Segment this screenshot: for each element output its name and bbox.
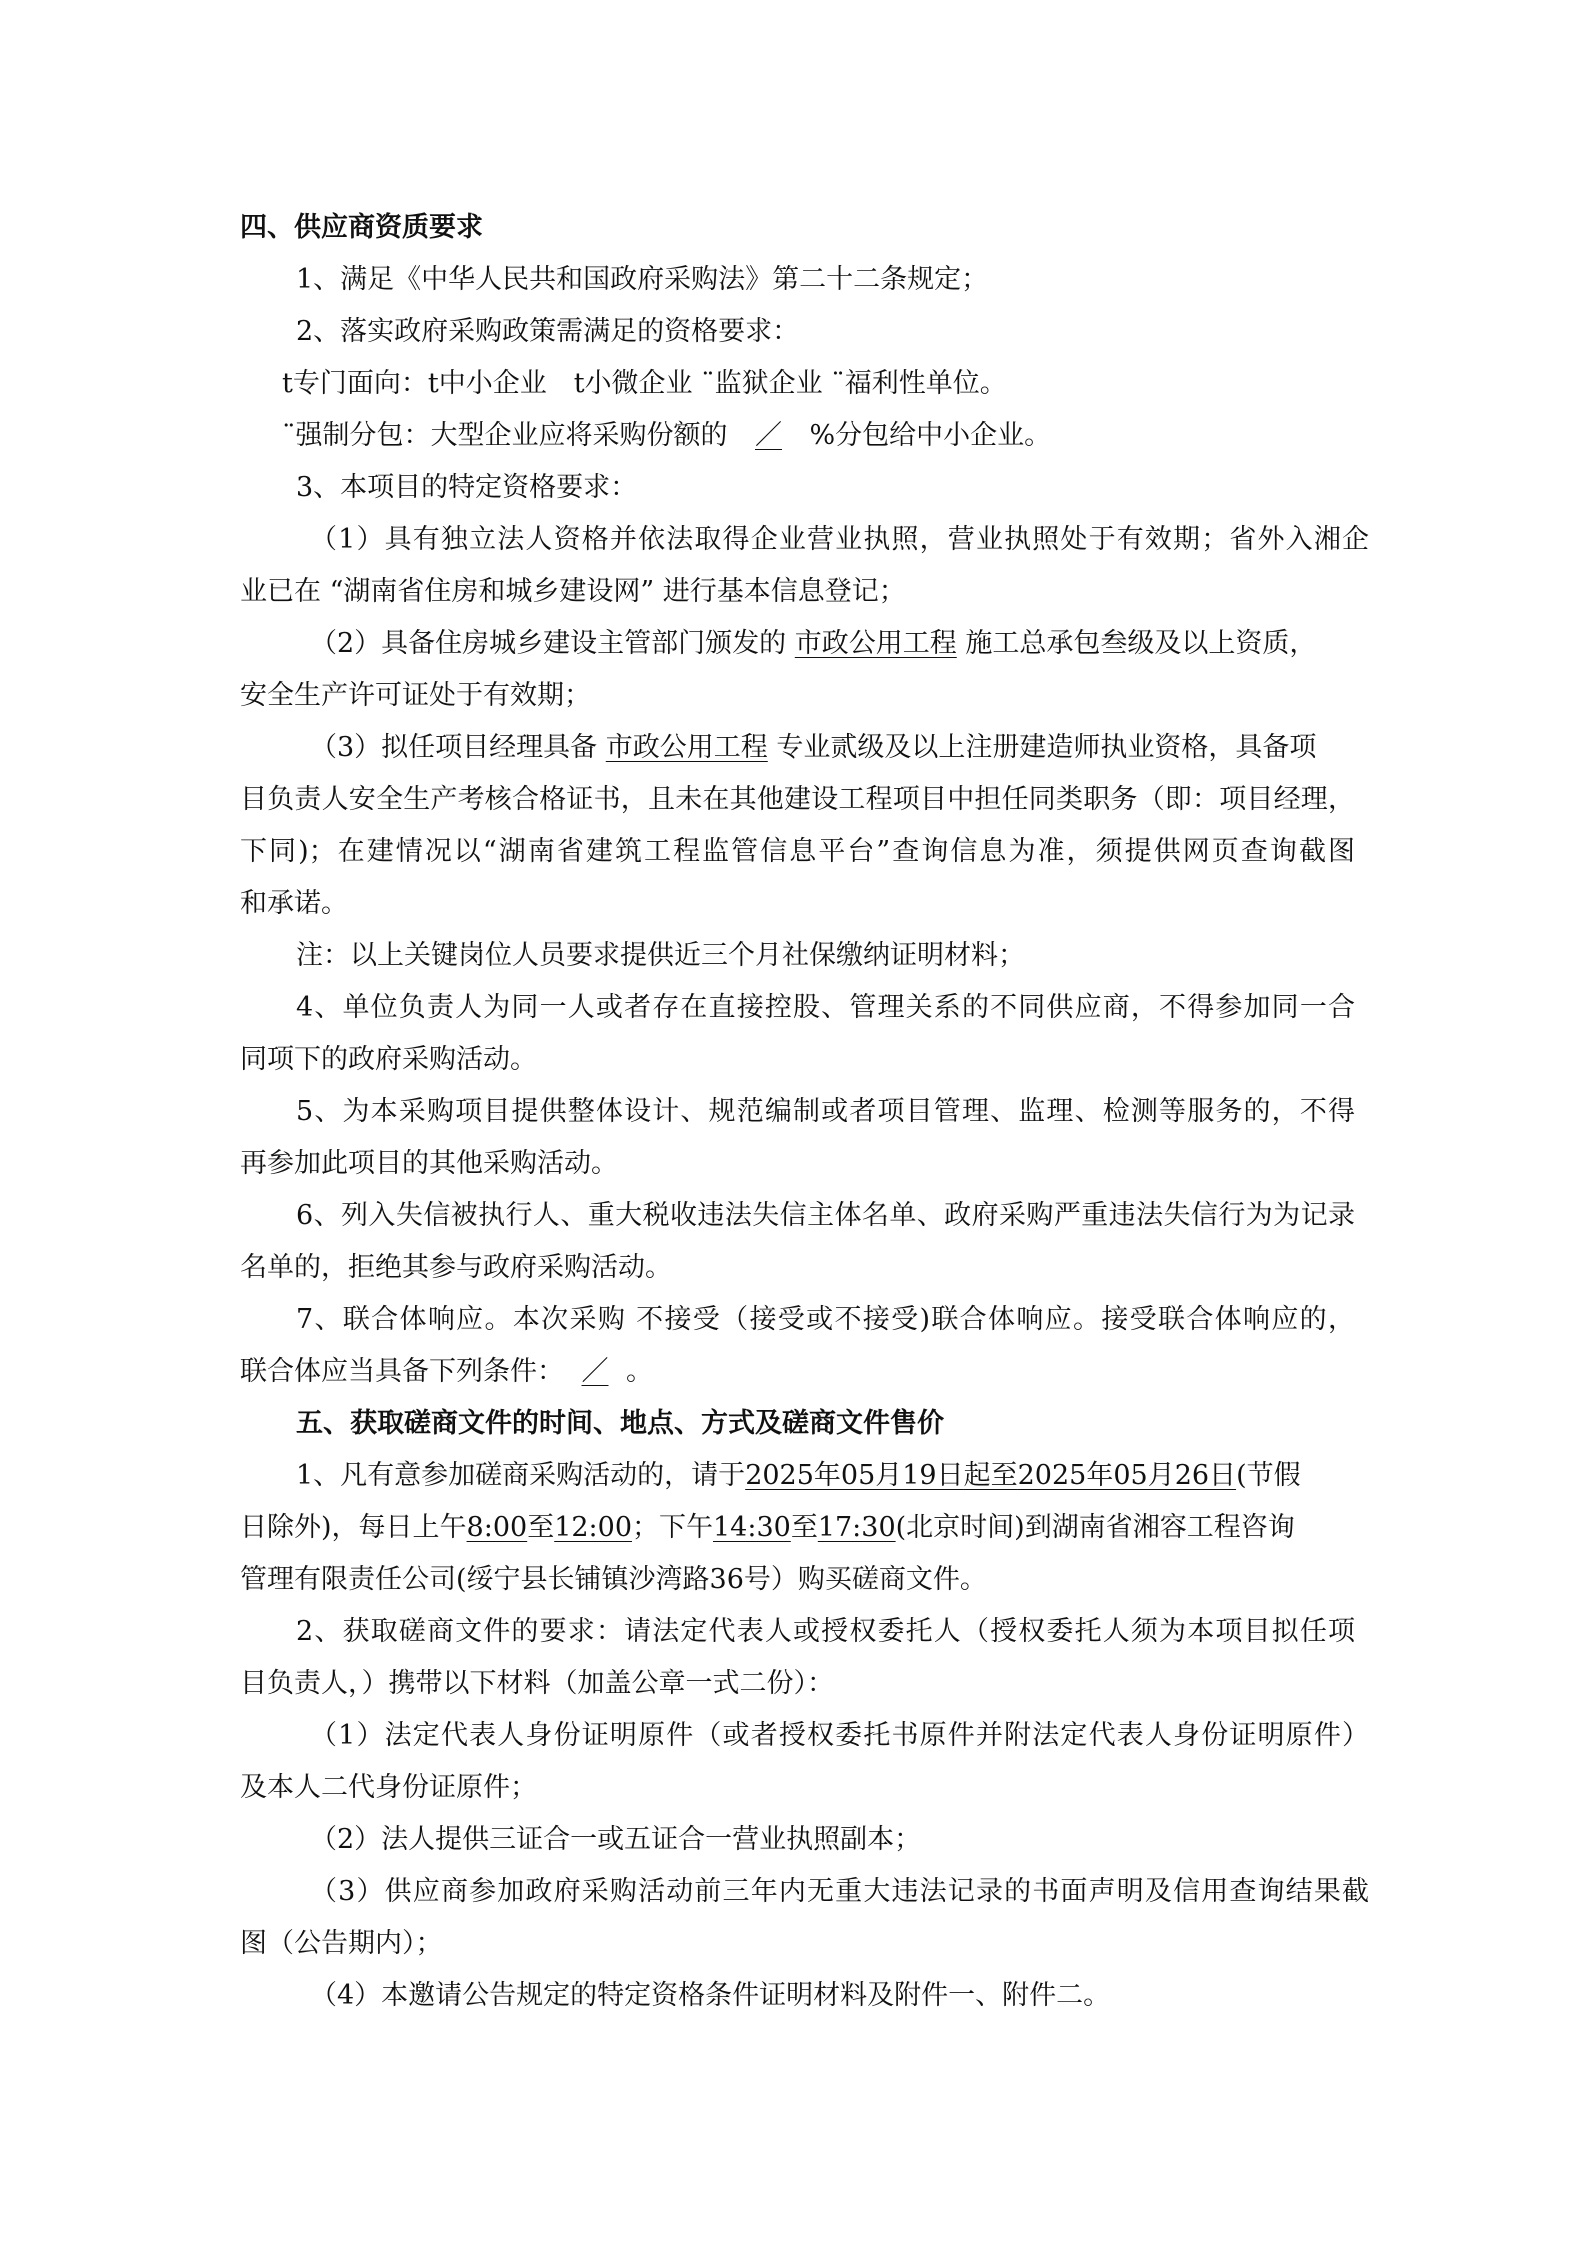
requirement-6-line1: 6、列入失信被执行人、重大税收违法失信主体名单、政府采购严重违法失信行为为记录 — [296, 1200, 1355, 1231]
requirement-5-line1: 5、为本采购项目提供整体设计、规范编制或者项目管理、监理、检测等服务的，不得 — [296, 1096, 1355, 1127]
requirement-5-line2: 再参加此项目的其他采购活动。 — [240, 1148, 618, 1179]
material-3-line2: 图（公告期内）； — [240, 1928, 443, 1959]
section-4-heading: 四、供应商资质要求 — [240, 212, 483, 243]
consortium-post: 。 — [626, 1356, 653, 1387]
material-1-line1: （1）法定代表人身份证明原件（或者授权委托书原件并附法定代表人身份证明原件） — [310, 1720, 1369, 1751]
section-5-heading: 五、获取磋商文件的时间、地点、方式及磋商文件售价 — [296, 1408, 944, 1439]
acquire-hours-post: (北京时间)到湖南省湘容工程咨询 — [895, 1512, 1295, 1543]
requirement-6-line2: 名单的，拒绝其参与政府采购活动。 — [240, 1252, 672, 1283]
req3-item1-line2: 业已在 “湖南省住房和城乡建设网” 进行基本信息登记； — [240, 576, 906, 607]
acquire-1-post: (节假 — [1236, 1460, 1301, 1491]
req3-item3-line4: 和承诺。 — [240, 888, 348, 919]
req3-item2-field: 市政公用工程 — [794, 628, 957, 659]
acquire-1-line2 — [240, 1508, 1295, 1548]
req3-item2-line2: 安全生产许可证处于有效期； — [240, 680, 591, 711]
acquire-1-line3: 管理有限责任公司(绥宁县长铺镇沙湾路36号）购买磋商文件。 — [240, 1564, 987, 1595]
req3-item2-post: 施工总承包叁级及以上资质， — [965, 628, 1317, 659]
req3-item2-line1 — [310, 624, 1316, 664]
requirement-4-line1: 4、单位负责人为同一人或者存在直接控股、管理关系的不同供应商，不得参加同一合 — [296, 992, 1355, 1023]
material-3-line1: （3）供应商参加政府采购活动前三年内无重大违法记录的书面声明及信用查询结果截 — [310, 1876, 1369, 1907]
acquire-2-line1: 2、获取磋商文件的要求：请法定代表人或授权委托人（授权委托人须为本项目拟任项 — [296, 1616, 1355, 1647]
acquire-hours-pre: 日除外)，每日上午 — [240, 1512, 467, 1543]
requirement-7-line1: 7、联合体响应。本次采购 不接受（接受或不接受)联合体响应。接受联合体响应的， — [296, 1304, 1355, 1335]
policy-options: t专门面向：t中小企业 t小微企业 ¨监狱企业 ¨福利性单位。 — [282, 368, 1007, 399]
subcontract-blank: ／ — [755, 420, 782, 451]
req3-item2-pre: （2）具备住房城乡建设主管部门颁发的 — [310, 628, 787, 659]
material-2: （2）法人提供三证合一或五证合一营业执照副本； — [310, 1824, 922, 1855]
req3-item1-line1: （1）具有独立法人资格并依法取得企业营业执照，营业执照处于有效期；省外入湘企 — [310, 524, 1369, 555]
requirement-1: 1、满足《中华人民共和国政府采购法》第二十二条规定； — [296, 264, 989, 295]
consortium-blank: ／ — [581, 1356, 609, 1387]
pm-label: ；下午 — [632, 1512, 713, 1543]
material-4: （4）本邀请公告规定的特定资格条件证明材料及附件一、附件二。 — [310, 1980, 1111, 2011]
acquire-date-start: 2025年05月19日 — [745, 1460, 964, 1491]
am-to: 至 — [527, 1512, 555, 1543]
subcontract-post: %分包给中小企业。 — [809, 420, 1052, 451]
req3-item3-line1 — [310, 728, 1316, 768]
req3-item3-field: 市政公用工程 — [605, 732, 768, 763]
consortium-pre: 联合体应当具备下列条件： — [240, 1356, 564, 1387]
note-line: 注：以上关键岗位人员要求提供近三个月社保缴纳证明材料； — [296, 940, 1025, 971]
requirement-3: 3、本项目的特定资格要求： — [296, 472, 638, 503]
req3-item3-line3: 下同)；在建情况以“湖南省建筑工程监管信息平台”查询信息为准，须提供网页查询截图 — [240, 836, 1355, 867]
acquire-date-mid: 起至 — [963, 1460, 1018, 1491]
am-start-time: 8:00 — [466, 1512, 528, 1543]
req3-item3-pre: （3）拟任项目经理具备 — [310, 732, 598, 763]
am-end-time: 12:00 — [554, 1512, 632, 1543]
requirement-4-line2: 同项下的政府采购活动。 — [240, 1044, 537, 1075]
material-1-line2: 及本人二代身份证原件； — [240, 1772, 537, 1803]
subcontract-pre: ¨强制分包：大型企业应将采购份额的 — [282, 420, 728, 451]
pm-to: 至 — [790, 1512, 818, 1543]
acquire-1-pre: 1、凡有意参加磋商采购活动的，请于 — [296, 1460, 746, 1491]
pm-end-time: 17:30 — [817, 1512, 896, 1543]
pm-start-time: 14:30 — [713, 1512, 791, 1543]
acquire-date-end: 2025年05月26日 — [1017, 1460, 1237, 1491]
acquire-2-line2: 目负责人，）携带以下材料（加盖公章一式二份）： — [240, 1668, 834, 1699]
req3-item3-line2: 目负责人安全生产考核合格证书，且未在其他建设工程项目中担任同类职务（即：项目经理， — [240, 784, 1355, 815]
req3-item3-post: 专业贰级及以上注册建造师执业资格，具备项 — [776, 732, 1317, 763]
subcontract-line — [282, 416, 1051, 456]
acquire-1-line1 — [296, 1456, 1301, 1496]
requirement-7-line2 — [240, 1352, 653, 1392]
requirement-2: 2、落实政府采购政策需满足的资格要求： — [296, 316, 800, 347]
